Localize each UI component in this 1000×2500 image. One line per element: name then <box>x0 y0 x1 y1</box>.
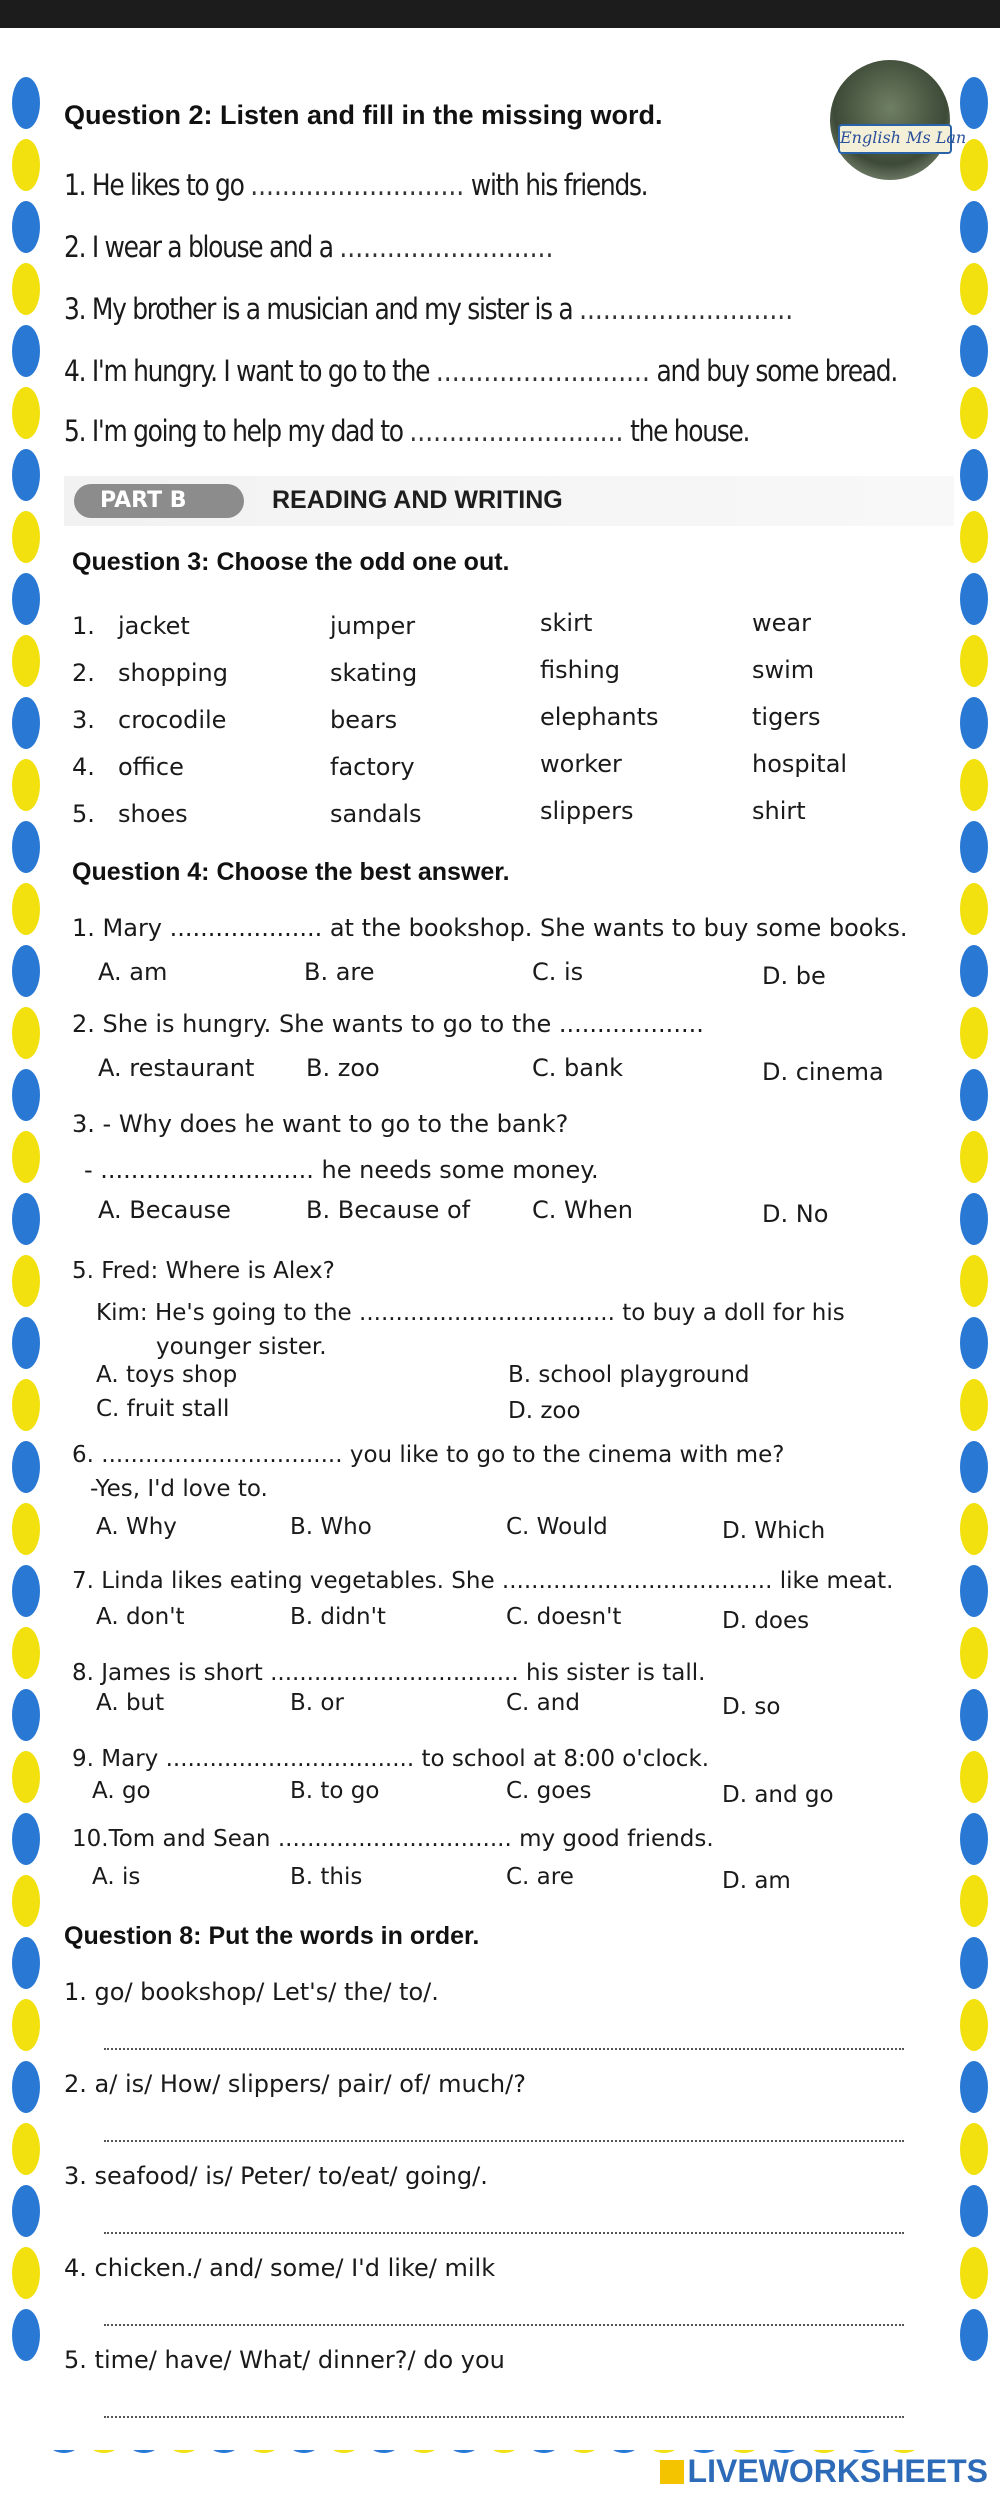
part-b-pill: PART B <box>74 484 244 518</box>
logo-label: English Ms Lan <box>838 124 952 154</box>
q4-10-option-b[interactable]: B. this <box>290 1864 363 1890</box>
q8-item-3: 3. seafood/ is/ Peter/ to/eat/ going/. <box>64 2162 488 2190</box>
q3-row-4-word[interactable]: hospital <box>752 750 848 778</box>
q4-1-stem: 1. Mary .................... at the bookshop. She wants to buy some books. <box>72 914 908 942</box>
q4-3-option-d[interactable]: D. No <box>762 1200 829 1228</box>
q4-7-option-c[interactable]: C. doesn't <box>506 1604 622 1630</box>
q4-1-option-d[interactable]: D. be <box>762 962 826 990</box>
q2-item-2-before: 2. I wear a blouse and a <box>64 230 340 264</box>
q4-8-option-a[interactable]: A. but <box>96 1690 165 1716</box>
q2-item-3 <box>64 292 793 326</box>
q4-2-option-b[interactable]: B. zoo <box>306 1054 380 1082</box>
question3-title: Question 3: Choose the odd one out. <box>72 548 510 576</box>
q2-item-5 <box>64 414 749 448</box>
q3-row-5-word[interactable]: shirt <box>752 797 806 825</box>
question2-title: Question 2: Listen and fill in the missing word. <box>64 100 663 130</box>
q8-item-1: 1. go/ bookshop/ Let's/ the/ to/. <box>64 1978 439 2006</box>
q4-8-option-d[interactable]: D. so <box>722 1694 781 1720</box>
q2-item-4-after: and buy some bread. <box>649 354 897 388</box>
q4-6-option-a[interactable]: A. Why <box>96 1514 177 1540</box>
q4-9-stem: 9. Mary .................................. to school at 8:00 o'clock. <box>72 1746 710 1772</box>
q4-2-option-c[interactable]: C. bank <box>532 1054 624 1082</box>
q3-row-3-word[interactable]: elephants <box>540 703 659 731</box>
q4-7-option-d[interactable]: D. does <box>722 1608 810 1634</box>
right-scallop-border <box>956 72 992 2422</box>
q8-answer-line-1[interactable] <box>104 2048 904 2050</box>
q4-6-stem: 6. ................................. you like to go to the cinema with me? <box>72 1442 785 1468</box>
q2-item-5-before: 5. I'm going to help my dad to <box>64 414 410 448</box>
q2-item-3-blank[interactable]: ........................... <box>579 292 794 326</box>
q4-3-option-b[interactable]: B. Because of <box>306 1196 471 1224</box>
q4-9-option-a[interactable]: A. go <box>92 1778 151 1804</box>
q2-item-5-after: the house. <box>623 414 750 448</box>
q4-6-option-c[interactable]: C. Would <box>506 1514 608 1540</box>
q4-8-stem: 8. James is short .................................. his sister is tall. <box>72 1660 706 1686</box>
q8-item-5: 5. time/ have/ What/ dinner?/ do you <box>64 2346 505 2374</box>
q4-7-option-b[interactable]: B. didn't <box>290 1604 386 1630</box>
q2-item-4-before: 4. I'm hungry. I want to go to the <box>64 354 436 388</box>
q3-row-2-word[interactable]: swim <box>752 656 815 684</box>
q2-item-1-before: 1. He likes to go <box>64 168 251 202</box>
left-scallop-border <box>8 72 44 2422</box>
q4-9-option-b[interactable]: B. to go <box>290 1778 380 1804</box>
q4-6-option-d[interactable]: D. Which <box>722 1518 826 1544</box>
q3-row-1-word[interactable]: jumper <box>330 612 416 640</box>
part-b-banner <box>64 476 954 526</box>
q3-row-1-word[interactable]: jacket <box>118 612 190 640</box>
q4-1-option-a[interactable]: A. am <box>98 958 168 986</box>
q2-item-4 <box>64 354 897 388</box>
q2-item-4-blank[interactable]: ........................... <box>435 354 650 388</box>
q3-row-2-word[interactable]: fishing <box>540 656 620 684</box>
logo-tree-icon <box>830 60 950 180</box>
q2-item-1 <box>64 168 647 202</box>
liveworksheets-logo-icon <box>660 2460 684 2484</box>
watermark-text: LIVEWORKSHEETS <box>687 2453 988 2489</box>
q4-2-stem: 2. She is hungry. She wants to go to the ................... <box>72 1010 704 1038</box>
q8-item-4: 4. chicken./ and/ some/ I'd like/ milk <box>64 2254 496 2282</box>
q4-7-option-a[interactable]: A. don't <box>96 1604 185 1630</box>
q4-3-stem2: - ............................ he needs some money. <box>84 1156 599 1184</box>
question8-title: Question 8: Put the words in order. <box>64 1922 480 1950</box>
q3-row-4-word[interactable]: office <box>118 753 184 781</box>
q4-3-option-a[interactable]: A. Because <box>98 1196 231 1224</box>
q4-6-stem2: -Yes, I'd love to. <box>90 1476 268 1502</box>
q4-9-option-d[interactable]: D. and go <box>722 1782 834 1808</box>
q4-5-stem: 5. Fred: Where is Alex? <box>72 1258 335 1284</box>
q4-10-stem: 10.Tom and Sean ................................ my good friends. <box>72 1826 714 1852</box>
q4-2-option-d[interactable]: D. cinema <box>762 1058 884 1086</box>
q3-row-2-word[interactable]: shopping <box>118 659 228 687</box>
q4-5-option-b[interactable]: B. school playground <box>508 1362 750 1388</box>
top-bar <box>0 0 1000 28</box>
q8-answer-line-5[interactable] <box>104 2416 904 2418</box>
q4-10-option-d[interactable]: D. am <box>722 1868 791 1894</box>
q3-row-5-word[interactable]: shoes <box>118 800 188 828</box>
q2-item-1-blank[interactable]: ........................... <box>250 168 465 202</box>
q8-answer-line-2[interactable] <box>104 2140 904 2142</box>
q8-answer-line-3[interactable] <box>104 2232 904 2234</box>
q2-item-5-blank[interactable]: ........................... <box>409 414 624 448</box>
q4-8-option-b[interactable]: B. or <box>290 1690 344 1716</box>
q4-5-stem2: Kim: He's going to the ................................... to buy a doll for his <box>96 1300 845 1326</box>
q8-item-2: 2. a/ is/ How/ slippers/ pair/ of/ much/? <box>64 2070 526 2098</box>
q2-item-3-before: 3. My brother is a musician and my sister is a <box>64 292 580 326</box>
q4-10-option-a[interactable]: A. is <box>92 1864 141 1890</box>
q3-row-1-word[interactable]: skirt <box>540 609 593 637</box>
q2-item-2 <box>64 230 553 264</box>
q4-5-option-a[interactable]: A. toys shop <box>96 1362 238 1388</box>
q3-row-5-word[interactable]: sandals <box>330 800 422 828</box>
q3-row-5-number: 5. <box>72 800 95 828</box>
q2-item-1-after: with his friends. <box>464 168 648 202</box>
q4-10-option-c[interactable]: C. are <box>506 1864 574 1890</box>
q3-row-4-number: 4. <box>72 753 95 781</box>
q4-7-stem: 7. Linda likes eating vegetables. She ..................................... like meat. <box>72 1568 894 1594</box>
q3-row-1-number: 1. <box>72 612 95 640</box>
q3-row-3-word[interactable]: bears <box>330 706 398 734</box>
q3-row-4-word[interactable]: worker <box>540 750 622 778</box>
q4-1-option-c[interactable]: C. is <box>532 958 584 986</box>
q4-2-option-a[interactable]: A. restaurant <box>98 1054 255 1082</box>
q4-3-option-c[interactable]: C. When <box>532 1196 633 1224</box>
part-b-title: READING AND WRITING <box>272 486 563 514</box>
q3-row-5-word[interactable]: slippers <box>540 797 634 825</box>
q4-9-option-c[interactable]: C. goes <box>506 1778 592 1804</box>
q4-5-stem3: younger sister. <box>156 1334 327 1360</box>
q4-8-option-c[interactable]: C. and <box>506 1690 580 1716</box>
q2-item-2-blank[interactable]: ........................... <box>339 230 554 264</box>
q4-3-stem: 3. - Why does he want to go to the bank? <box>72 1110 569 1138</box>
q4-5-option-d[interactable]: D. zoo <box>508 1398 581 1424</box>
q3-row-2-word[interactable]: skating <box>330 659 418 687</box>
q3-row-3-word[interactable]: tigers <box>752 703 821 731</box>
question4-title: Question 4: Choose the best answer. <box>72 858 510 886</box>
q4-1-option-b[interactable]: B. are <box>304 958 375 986</box>
q4-6-option-b[interactable]: B. Who <box>290 1514 372 1540</box>
q3-row-2-number: 2. <box>72 659 95 687</box>
q3-row-3-word[interactable]: crocodile <box>118 706 227 734</box>
q3-row-3-number: 3. <box>72 706 95 734</box>
q3-row-4-word[interactable]: factory <box>330 753 415 781</box>
q3-row-1-word[interactable]: wear <box>752 609 811 637</box>
q4-5-option-c[interactable]: C. fruit stall <box>96 1396 230 1422</box>
liveworksheets-watermark <box>660 2453 988 2490</box>
q8-answer-line-4[interactable] <box>104 2324 904 2326</box>
